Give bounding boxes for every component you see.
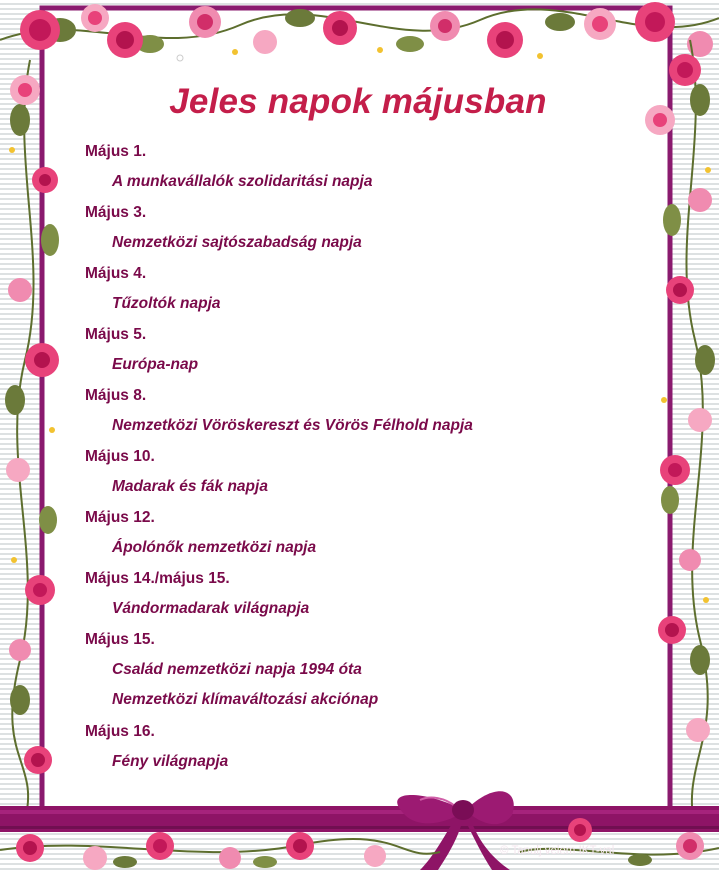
date-label: Május 1. bbox=[85, 143, 147, 160]
list-item bbox=[85, 721, 665, 782]
page-title: Jeles napok májusban bbox=[169, 82, 547, 121]
date-label: Május 14./május 15. bbox=[85, 570, 230, 587]
event-name: Ápolónők nemzetközi napja bbox=[112, 539, 317, 556]
date-label: Május 10. bbox=[85, 448, 155, 465]
list-item bbox=[85, 141, 665, 202]
date-label: Május 16. bbox=[85, 723, 155, 740]
date-label: Május 3. bbox=[85, 204, 147, 221]
event-name: A munkavállalók szolidaritási napja bbox=[112, 173, 373, 190]
list-item bbox=[85, 385, 665, 446]
date-label: Május 5. bbox=[85, 326, 147, 343]
event-name: Tűzoltók napja bbox=[112, 295, 221, 312]
copyright-footer: © Tanulj velem IKT-val bbox=[500, 845, 615, 857]
list-item bbox=[85, 263, 665, 324]
event-name: Nemzetközi klímaváltozási akciónap bbox=[112, 691, 379, 708]
date-label: Május 4. bbox=[85, 265, 147, 282]
list-item bbox=[85, 629, 665, 721]
event-name: Nemzetközi sajtószabadság napja bbox=[112, 234, 362, 251]
date-label: Május 15. bbox=[85, 631, 155, 648]
events-list bbox=[85, 141, 665, 782]
list-item bbox=[85, 446, 665, 507]
event-name: Nemzetközi Vöröskereszt és Vörös Félhold napja bbox=[112, 417, 473, 434]
date-label: Május 8. bbox=[85, 387, 147, 404]
date-label: Május 12. bbox=[85, 509, 155, 526]
list-item bbox=[85, 202, 665, 263]
document-content bbox=[48, 10, 668, 810]
event-name: Madarak és fák napja bbox=[112, 478, 268, 495]
list-item bbox=[85, 568, 665, 629]
event-name: Fény világnapja bbox=[112, 753, 229, 770]
event-name: Európa-nap bbox=[112, 356, 199, 373]
list-item bbox=[85, 324, 665, 385]
event-name: Vándormadarak világnapja bbox=[112, 600, 310, 617]
list-item bbox=[85, 507, 665, 568]
event-name: Család nemzetközi napja 1994 óta bbox=[112, 661, 362, 678]
